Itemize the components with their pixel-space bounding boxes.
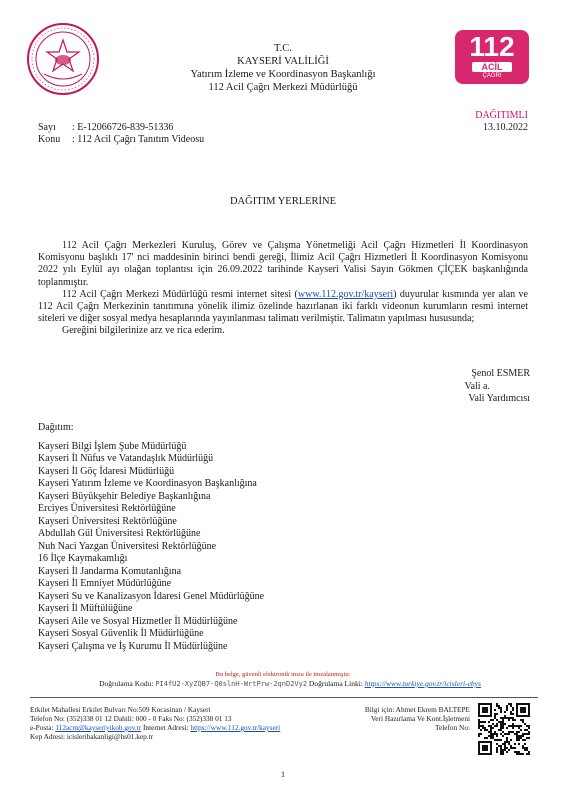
document-meta <box>38 122 204 146</box>
header-tc: T.C. <box>274 43 292 54</box>
distribution-item: 16 İlçe Kaymakamlığı <box>38 553 128 564</box>
distribution-item: Kayseri Çalışma ve İş Kurumu İl Müdürlüğüne <box>38 640 228 652</box>
header-department: Yatırım İzleme ve Koordinasyon Başkanlığı <box>190 69 376 80</box>
distribution-item: Kayseri Yatırım İzleme ve Koordinasyon Başkanlığına <box>38 478 257 489</box>
footer-contact <box>30 705 360 741</box>
distribution-item: Kayseri Bilgi İşlem Şube Müdürlüğü <box>38 440 187 452</box>
esign-note: Bu belge, güvenli elektronik imza ile imzalanmıştır. <box>215 671 351 678</box>
distribution-item: Kayseri İl Nüfus ve Vatandaşlık Müdürlüğü <box>38 453 214 464</box>
footer-info <box>340 705 470 732</box>
distribution-item: Nuh Naci Yazgan Üniversitesi Rektörlüğüne <box>38 540 217 552</box>
letterhead <box>150 42 416 94</box>
footer-eposta-label: e-Posta: <box>30 723 54 732</box>
document-date: 13.10.2022 <box>483 122 528 133</box>
distribution-item: Kayseri Büyükşehir Belediye Başkanlığına <box>38 490 211 502</box>
signer-title-1: Vali a. <box>464 380 490 392</box>
body-paragraph-3: Gereğini bilgilerinize arz ve rica ederim. <box>62 325 225 337</box>
distribution-item: Kayseri Su ve Kanalizasyon İdaresi Genel Müdürlüğüne <box>38 590 265 602</box>
konu-label: Konu <box>38 134 61 145</box>
footer-info-role: Veri Hazırlama Ve Kont.İşletmeni <box>370 714 470 723</box>
distribution-list <box>38 422 264 653</box>
distribution-item: Abdullah Gül Üniversitesi Rektörlüğüne <box>38 528 201 539</box>
distribution-items <box>38 441 264 654</box>
body-p2-before: 112 Acil Çağrı Merkezi Müdürlüğü resmi internet sitesi ( <box>62 288 298 300</box>
verify-link-label: Doğrulama Linki: <box>308 679 363 688</box>
letter-body <box>38 240 528 338</box>
distribution-item: Kayseri İl Göç İdaresi Müdürlüğü <box>38 465 175 477</box>
page-number: 1 <box>281 770 285 779</box>
body-p2-after: ) duyurular kısmında yer alan ve 112 Acil Çağrı Merkezinin tanıtımına yönelik ilimiz özelinde hazırlanan iki farklı videonun kurumların resmi internet siteleri ve diğer sosyal medya hesaplarında yayınlanması talimatı verilmiştir. Talimatın yapılması hususunda; <box>38 288 528 325</box>
signer-name: Şenol ESMER <box>471 368 530 379</box>
distribution-item: Kayseri İl Jandarma Komutanlığına <box>38 565 182 577</box>
badge-acil-label: ACİL <box>472 62 512 72</box>
kayseri-valiligi-seal-icon <box>26 22 100 96</box>
distribution-item: Kayseri İl Müftülüğüne <box>38 603 133 614</box>
seal-logo <box>26 22 100 96</box>
footer-email-web <box>30 723 360 732</box>
header-governorship: KAYSERİ VALİLİĞİ <box>237 56 329 67</box>
verify-link[interactable]: https://www.turkiye.gov.tr/icisleri-ebys <box>364 679 481 688</box>
distribution-label: DAĞITIMLI <box>475 110 528 121</box>
verify-code: PI4fU2-XyZQB7-Q0slnH-WrtPrw-2qnD2Vy2 <box>155 680 308 688</box>
112-emergency-logo-icon: 112 <box>469 31 515 62</box>
konu-value: : 112 Acil Çağrı Tanıtım Videosu <box>72 134 205 145</box>
footer-info-phone: Telefon No: <box>435 723 470 732</box>
recipient-title: DAĞITIM YERLERİNE <box>229 196 337 207</box>
distribution-item: Erciyes Üniversitesi Rektörlüğüne <box>38 503 176 514</box>
qr-code-icon <box>478 703 530 755</box>
body-paragraph-2 <box>38 289 528 326</box>
signer-title-2: Vali Yardımcısı <box>468 393 530 404</box>
verify-code-label: Doğrulama Kodu: <box>99 679 154 688</box>
footer-divider <box>30 697 538 698</box>
distribution-item: Kayseri İl Emniyet Müdürlüğüne <box>38 578 172 589</box>
footer-eposta[interactable]: 112acm@kayseriyikob.gov.tr <box>55 723 142 732</box>
footer-web-label: İnternet Adresi: <box>143 723 189 732</box>
body-paragraph-1: 112 Acil Çağrı Merkezleri Kuruluş, Görev ve Çalışma Yönetmeliği Acil Çağrı Hizmetleri İl Koordinasyon Komisyonu başlıklı 17' nci maddesinin birinci bendi gereği, İlimiz Acil Çağrı Hizmetleri İl Koordinasyon Komisyonu 2022 yılı Eylül ayı olağan toplantısı için 26.09.2022 tarihinde Kayseri Valisi Sayın Gökmen ÇİÇEK başkanlığında toplanmıştır. <box>38 240 528 288</box>
footer-info-label: Bilgi için: Ahmet Ekrem BALTEPE <box>364 705 470 714</box>
distribution-item: Kayseri Aile ve Sosyal Hizmetler İl Müdürlüğüne <box>38 615 238 627</box>
sayi-label: Sayı <box>38 122 56 133</box>
website-link[interactable]: www.112.gov.tr/kayseri <box>297 288 394 300</box>
header-directorate: 112 Acil Çağrı Merkezi Müdürlüğü <box>208 82 358 93</box>
footer-web[interactable]: https://www.112.gov.tr/kayseri <box>190 723 281 732</box>
sayi-value: : E-12066726-839-51336 <box>72 122 174 133</box>
sayi-row <box>38 122 204 134</box>
distribution-item: Kayseri Sosyal Güvenlik İl Müdürlüğüne <box>38 628 204 639</box>
badge-cagri-label: ÇAĞRI <box>482 73 502 79</box>
verification-line <box>30 679 550 688</box>
konu-row <box>38 134 204 146</box>
footer-kep: Kep Adresi: icisleribakanligi@hs01.kep.tr <box>30 732 154 741</box>
112-badge <box>455 30 529 84</box>
footer-address: Erkilet Mahallesi Erkilet Bulvarı No:509 Kocasinan / Kayseri <box>30 705 211 714</box>
distribution-heading: Dağıtım: <box>38 422 74 433</box>
distribution-item: Kayseri Üniversitesi Rektörlüğüne <box>38 515 177 527</box>
signature-block <box>380 368 530 406</box>
footer-phone: Telefon No: (352)338 01 12 Dahili: 000 - 0 Faks No: (352)338 01 13 <box>30 714 232 723</box>
